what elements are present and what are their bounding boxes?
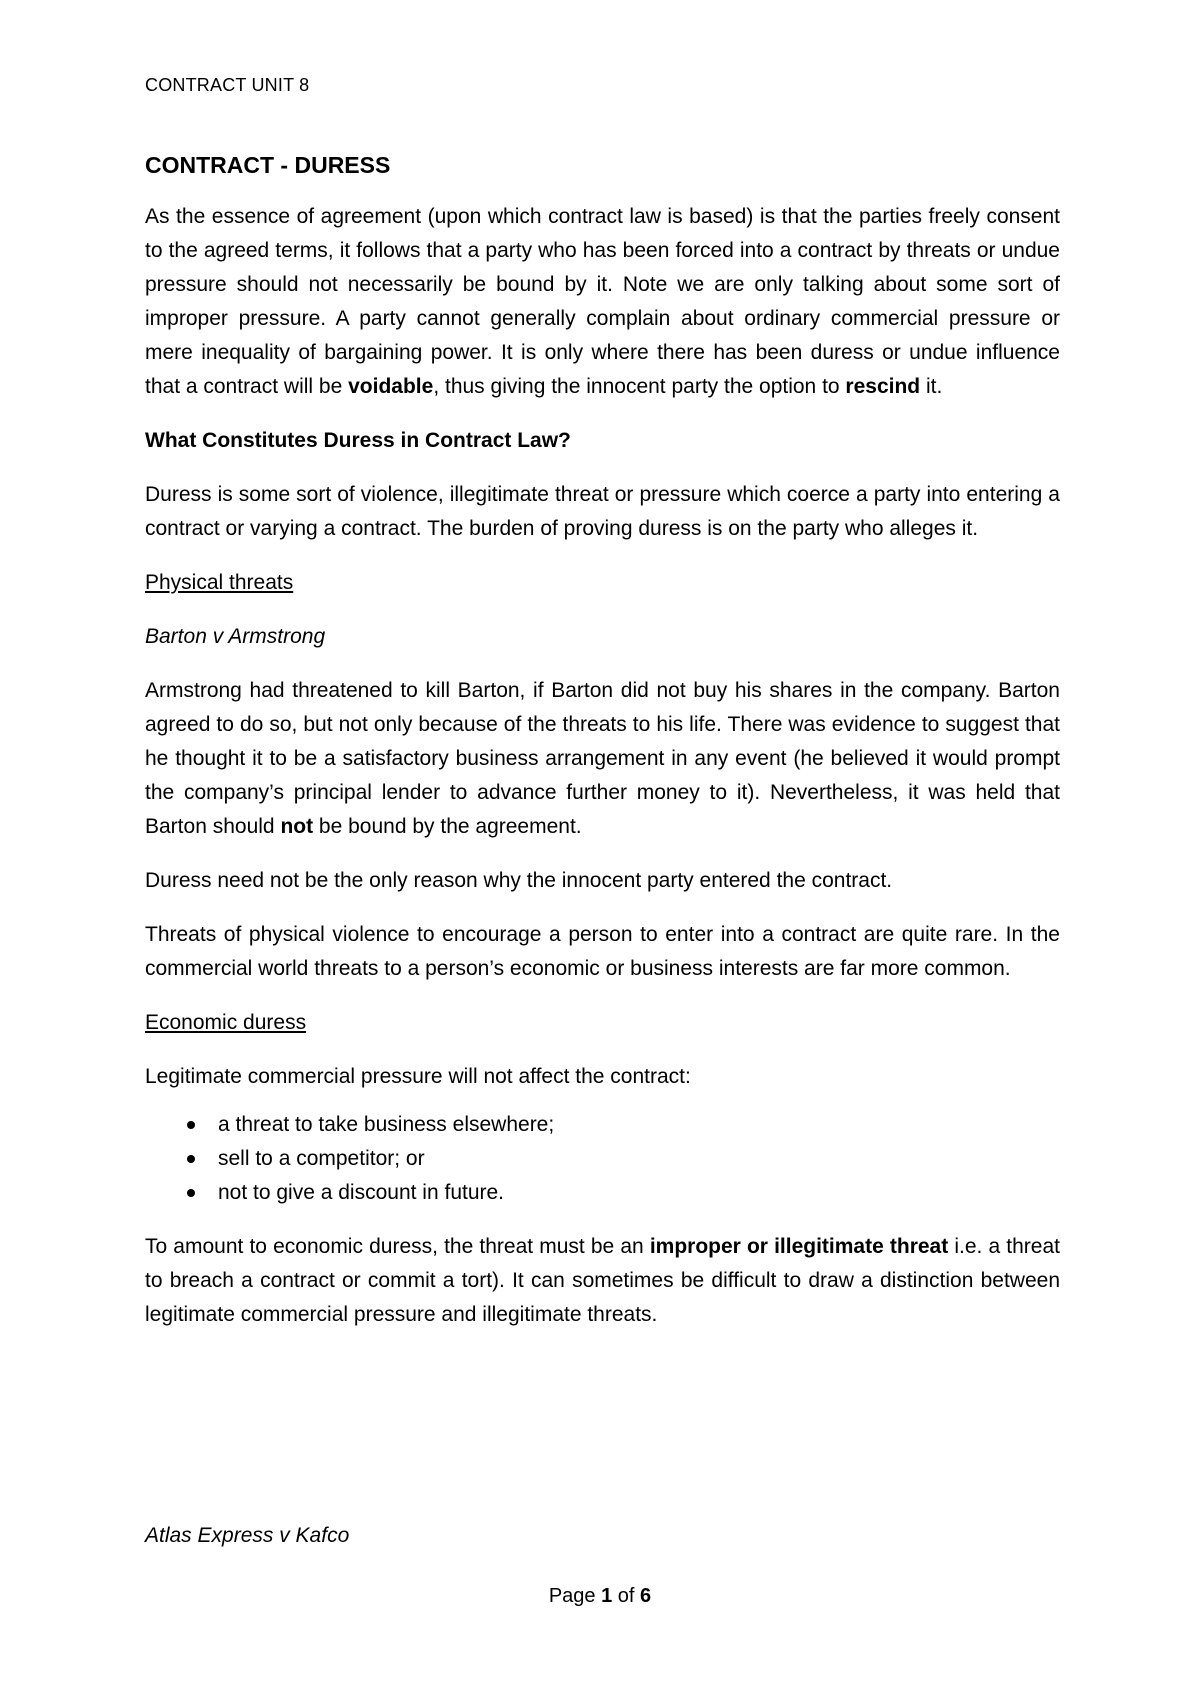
case-barton-armstrong: Barton v Armstrong: [145, 625, 326, 648]
list-item-text: a threat to take business elsewhere;: [218, 1113, 555, 1136]
list-item-text: sell to a competitor; or: [218, 1147, 425, 1170]
page-footer: [0, 1585, 1200, 1608]
list-item-text: not to give a discount in future.: [218, 1181, 505, 1204]
duress-not-only-paragraph: Duress need not be the only reason why the innocent party entered the contract.: [145, 869, 893, 892]
intro-text-3: it.: [920, 375, 943, 398]
physical-threats-heading: Physical threats: [145, 571, 294, 594]
economic-duress-paragraph: [145, 1230, 1060, 1332]
barton-text-2: be bound by the agreement.: [313, 815, 582, 838]
pressure-examples-list: [145, 1108, 1060, 1210]
bullet-icon: [187, 1189, 195, 1197]
list-item: [145, 1142, 1060, 1176]
barton-not: not: [280, 815, 314, 838]
intro-voidable: voidable: [348, 375, 434, 398]
intro-text-2: , thus giving the innocent party the option to: [433, 375, 846, 398]
intro-paragraph: [145, 200, 1060, 404]
intro-text-1: As the essence of agreement (upon which contract law is based) is that the parties freely consent to the agreed terms, it follows that a party who has been forced into a contract by threats or undue pressure should not necessarily be bound by it. Note we are only talking about some sort of improper pressure. A party cannot generally complain about ordinary commercial pressure or mere inequality of bargaining power. It is only where there has been duress or undue influence that a contract will be: [145, 205, 1060, 398]
footer-page-word: Page: [548, 1585, 596, 1607]
economic-bold: improper or illegitimate threat: [649, 1235, 949, 1258]
economic-duress-heading: Economic duress: [145, 1011, 307, 1034]
page-title: CONTRACT - DURESS: [145, 152, 391, 178]
case-atlas-express-kafco: Atlas Express v Kafco: [145, 1524, 350, 1547]
list-item: [145, 1176, 1060, 1210]
document-body: [145, 150, 1060, 1352]
economic-text-2: i.e. a threat to breach a contract or commit a tort). It can sometimes be difficult to draw a distinction between legitimate commercial pressure and illegitimate threats.: [145, 1235, 1060, 1326]
footer-total-pages: 6: [640, 1585, 652, 1607]
threats-rare-paragraph: Threats of physical violence to encourage a person to enter into a contract are quite rare. In the commercial world threats to a person’s economic or business interests are far more common.: [145, 923, 1060, 980]
bullet-icon: [187, 1155, 195, 1163]
barton-text-1: Armstrong had threatened to kill Barton, if Barton did not buy his shares in the company. Barton agreed to do so, but not only because of the threats to his life. There was evidence to suggest that he thought it to be a satisfactory business arrangement in any event (he believed it would prompt the company’s principal lender to advance further money to it). Nevertheless, it was held that Barton should: [145, 679, 1060, 838]
economic-text-1: To amount to economic duress, the threat must be an: [145, 1235, 650, 1258]
legitimate-pressure-paragraph: Legitimate commercial pressure will not affect the contract:: [145, 1065, 691, 1088]
duress-definition-paragraph: Duress is some sort of violence, illegitimate threat or pressure which coerce a party into entering a contract or varying a contract. The burden of proving duress is on the party who alleges it.: [145, 483, 1060, 540]
footer-of-word: of: [617, 1585, 635, 1607]
what-constitutes-heading: What Constitutes Duress in Contract Law?: [145, 429, 571, 452]
intro-rescind: rescind: [845, 375, 921, 398]
running-header: CONTRACT UNIT 8: [145, 75, 310, 95]
barton-case-paragraph: [145, 674, 1060, 844]
footer-current-page: 1: [601, 1585, 613, 1607]
bullet-icon: [187, 1121, 195, 1129]
list-item: [145, 1108, 1060, 1142]
